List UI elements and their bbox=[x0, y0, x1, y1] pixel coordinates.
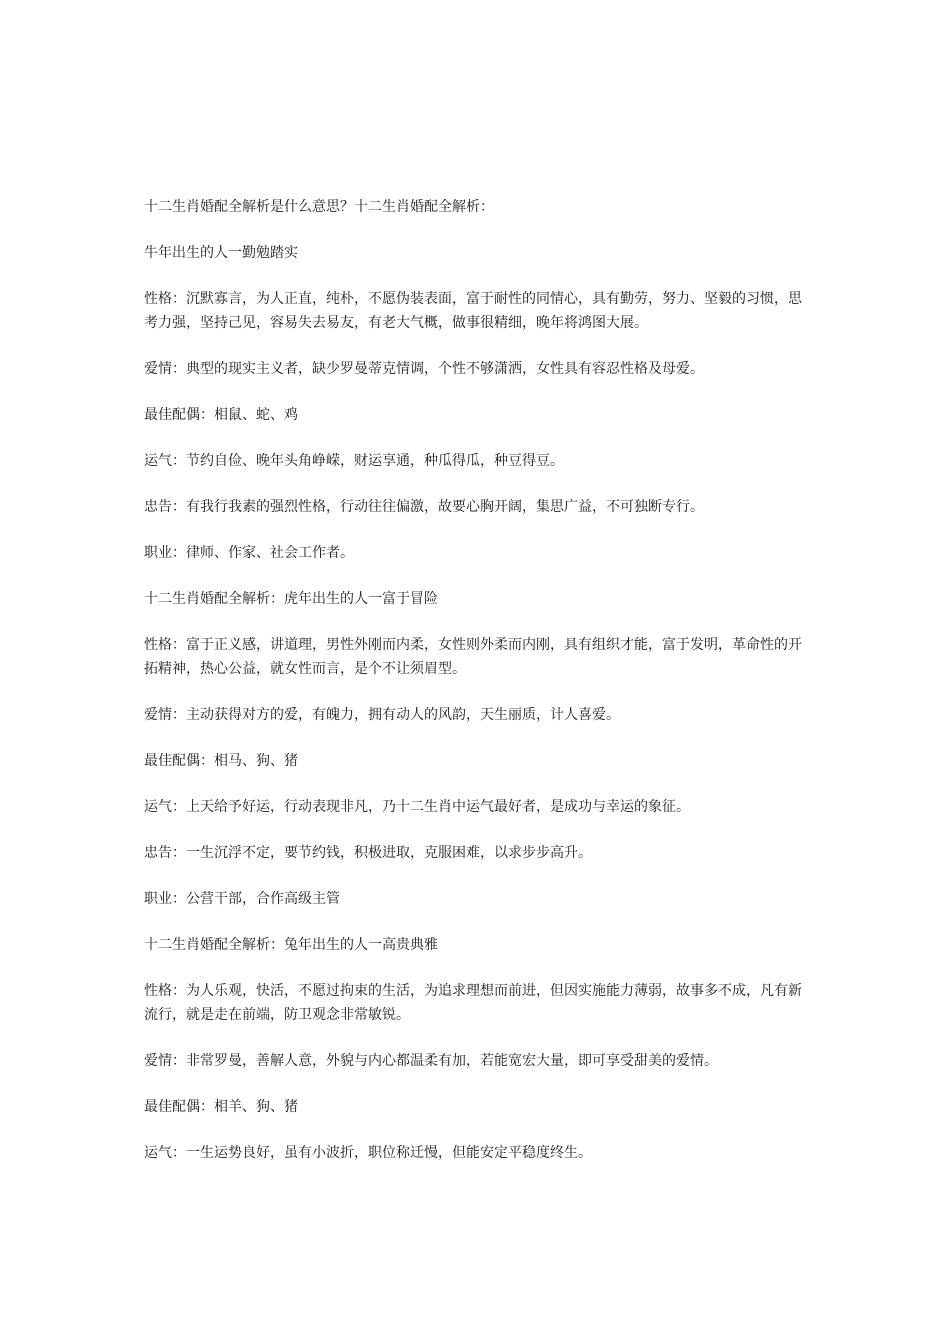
rabbit-fortune: 运气：一生运势良好，虽有小波折，职位称迁慢，但能安定平稳度终生。 bbox=[144, 1145, 592, 1161]
rabbit-personality: 性格：为人乐观，快活，不愿过拘束的生活，为追求理想而前进，但因实施能力薄弱，故事多不成，凡有新流行，就是走在前端，防卫观念非常敏锐。 bbox=[144, 983, 802, 1023]
tiger-fortune: 运气：上天给予好运，行动表现非凡，乃十二生肖中运气最好者，是成功与幸运的象征。 bbox=[144, 799, 690, 815]
ox-advice: 忠告：有我行我素的强烈性格，行动往往偏激，故要心胸开阔，集思广益，不可独断专行。 bbox=[144, 499, 704, 515]
ox-fortune: 运气：节约自俭、晚年头角峥嵘，财运享通，种瓜得瓜，种豆得豆。 bbox=[144, 453, 564, 469]
section-heading-rabbit: 十二生肖婚配全解析：兔年出生的人一高贵典雅 bbox=[144, 937, 438, 953]
tiger-career: 职业：公营干部，合作高级主管 bbox=[144, 891, 340, 907]
rabbit-love: 爱情：非常罗曼，善解人意，外貌与内心都温柔有加，若能宽宏大量，即可享受甜美的爱情。 bbox=[144, 1053, 718, 1069]
ox-best-match: 最佳配偶：相鼠、蛇、鸡 bbox=[144, 407, 298, 423]
section-heading-tiger: 十二生肖婚配全解析：虎年出生的人一富于冒险 bbox=[144, 591, 438, 607]
rabbit-best-match: 最佳配偶：相羊、狗、猪 bbox=[144, 1099, 298, 1115]
tiger-love: 爱情：主动获得对方的爱，有魄力，拥有动人的风韵，天生丽质，计人喜爱。 bbox=[144, 707, 620, 723]
ox-personality: 性格：沉默寡言，为人正直，纯朴，不愿伪装表面，富于耐性的同情心，具有勤劳，努力、坚毅的习惯，思考力强，坚持己见，容易失去易友，有老大气概，做事很精细，晚年将鸿图大展。 bbox=[144, 291, 802, 331]
ox-love: 爱情：典型的现实主义者，缺少罗曼蒂克情调，个性不够潇洒，女性具有容忍性格及母爱。 bbox=[144, 361, 704, 377]
tiger-best-match: 最佳配偶：相马、狗、猪 bbox=[144, 753, 298, 769]
tiger-personality: 性格：富于正义感，讲道理，男性外刚而内柔，女性则外柔而内刚，具有组织才能，富于发明，革命性的开拓精神，热心公益，就女性而言，是个不让须眉型。 bbox=[144, 637, 802, 677]
document-body bbox=[144, 195, 810, 1187]
section-heading-ox: 牛年出生的人一勤勉踏实 bbox=[144, 245, 298, 261]
intro-heading: 十二生肖婚配全解析是什么意思？十二生肖婚配全解析： bbox=[144, 199, 494, 215]
tiger-advice: 忠告：一生沉浮不定，要节约钱，积极进取，克服困难，以求步步高升。 bbox=[144, 845, 592, 861]
ox-career: 职业：律师、作家、社会工作者。 bbox=[144, 545, 354, 561]
